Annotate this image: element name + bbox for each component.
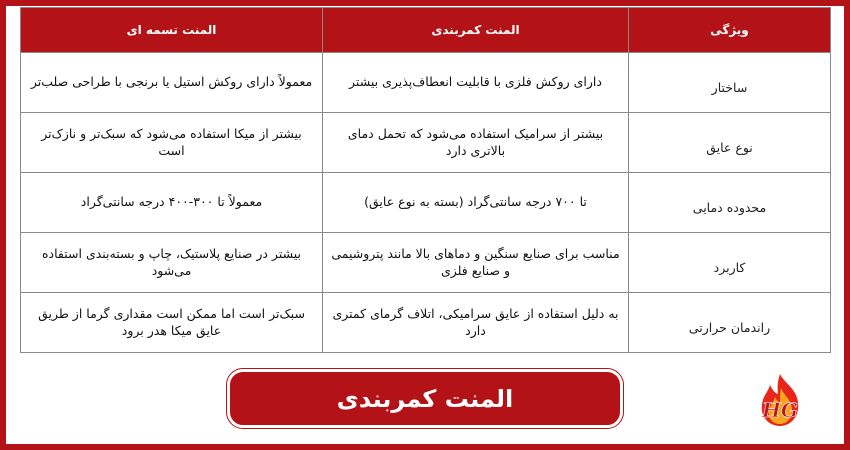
strip-cell: بیشتر در صنایع پلاستیک، چاپ و بسته‌بندی استفاده می‌شود <box>21 233 323 293</box>
feature-cell: محدوده دمایی <box>629 173 831 233</box>
header-feature: ویژگی <box>629 8 831 53</box>
logo-letters: HG <box>762 398 798 422</box>
title-banner <box>227 369 623 428</box>
table-header-row <box>21 8 831 53</box>
strip-cell: سبک‌تر است اما ممکن است مقداری گرما از طریق عایق میکا هدر برود <box>21 293 323 353</box>
table-row <box>21 293 831 353</box>
table-row <box>21 173 831 233</box>
belt-cell: به دلیل استفاده از عایق سرامیکی، اتلاف گرمای کمتری دارد <box>323 293 629 353</box>
header-strip-element: المنت تسمه ای <box>21 8 323 53</box>
flame-logo-icon <box>752 372 808 428</box>
belt-cell: مناسب برای صنایع سنگین و دماهای بالا مانند پتروشیمی و صنایع فلزی <box>323 233 629 293</box>
table-row <box>21 53 831 113</box>
feature-cell: کاربرد <box>629 233 831 293</box>
belt-cell: تا ۷۰۰ درجه سانتی‌گراد (بسته به نوع عایق) <box>323 173 629 233</box>
feature-cell: نوع عایق <box>629 113 831 173</box>
belt-cell: بیشتر از سرامیک استفاده می‌شود که تحمل دمای بالاتری دارد <box>323 113 629 173</box>
table-row <box>21 113 831 173</box>
strip-cell: معمولاً دارای روکش استیل یا برنجی با طراحی صلب‌تر <box>21 53 323 113</box>
comparison-table <box>20 7 831 353</box>
strip-cell: بیشتر از میکا استفاده می‌شود که سبک‌تر و نازک‌تر است <box>21 113 323 173</box>
banner-title: المنت کمربندی <box>336 384 514 413</box>
strip-cell: معمولاً تا ۳۰۰-۴۰۰ درجه سانتی‌گراد <box>21 173 323 233</box>
header-belt-element: المنت کمربندی <box>323 8 629 53</box>
feature-cell: راندمان حرارتی <box>629 293 831 353</box>
feature-cell: ساختار <box>629 53 831 113</box>
table-row <box>21 233 831 293</box>
belt-cell: دارای روکش فلزی با قابلیت انعطاف‌پذیری بیشتر <box>323 53 629 113</box>
